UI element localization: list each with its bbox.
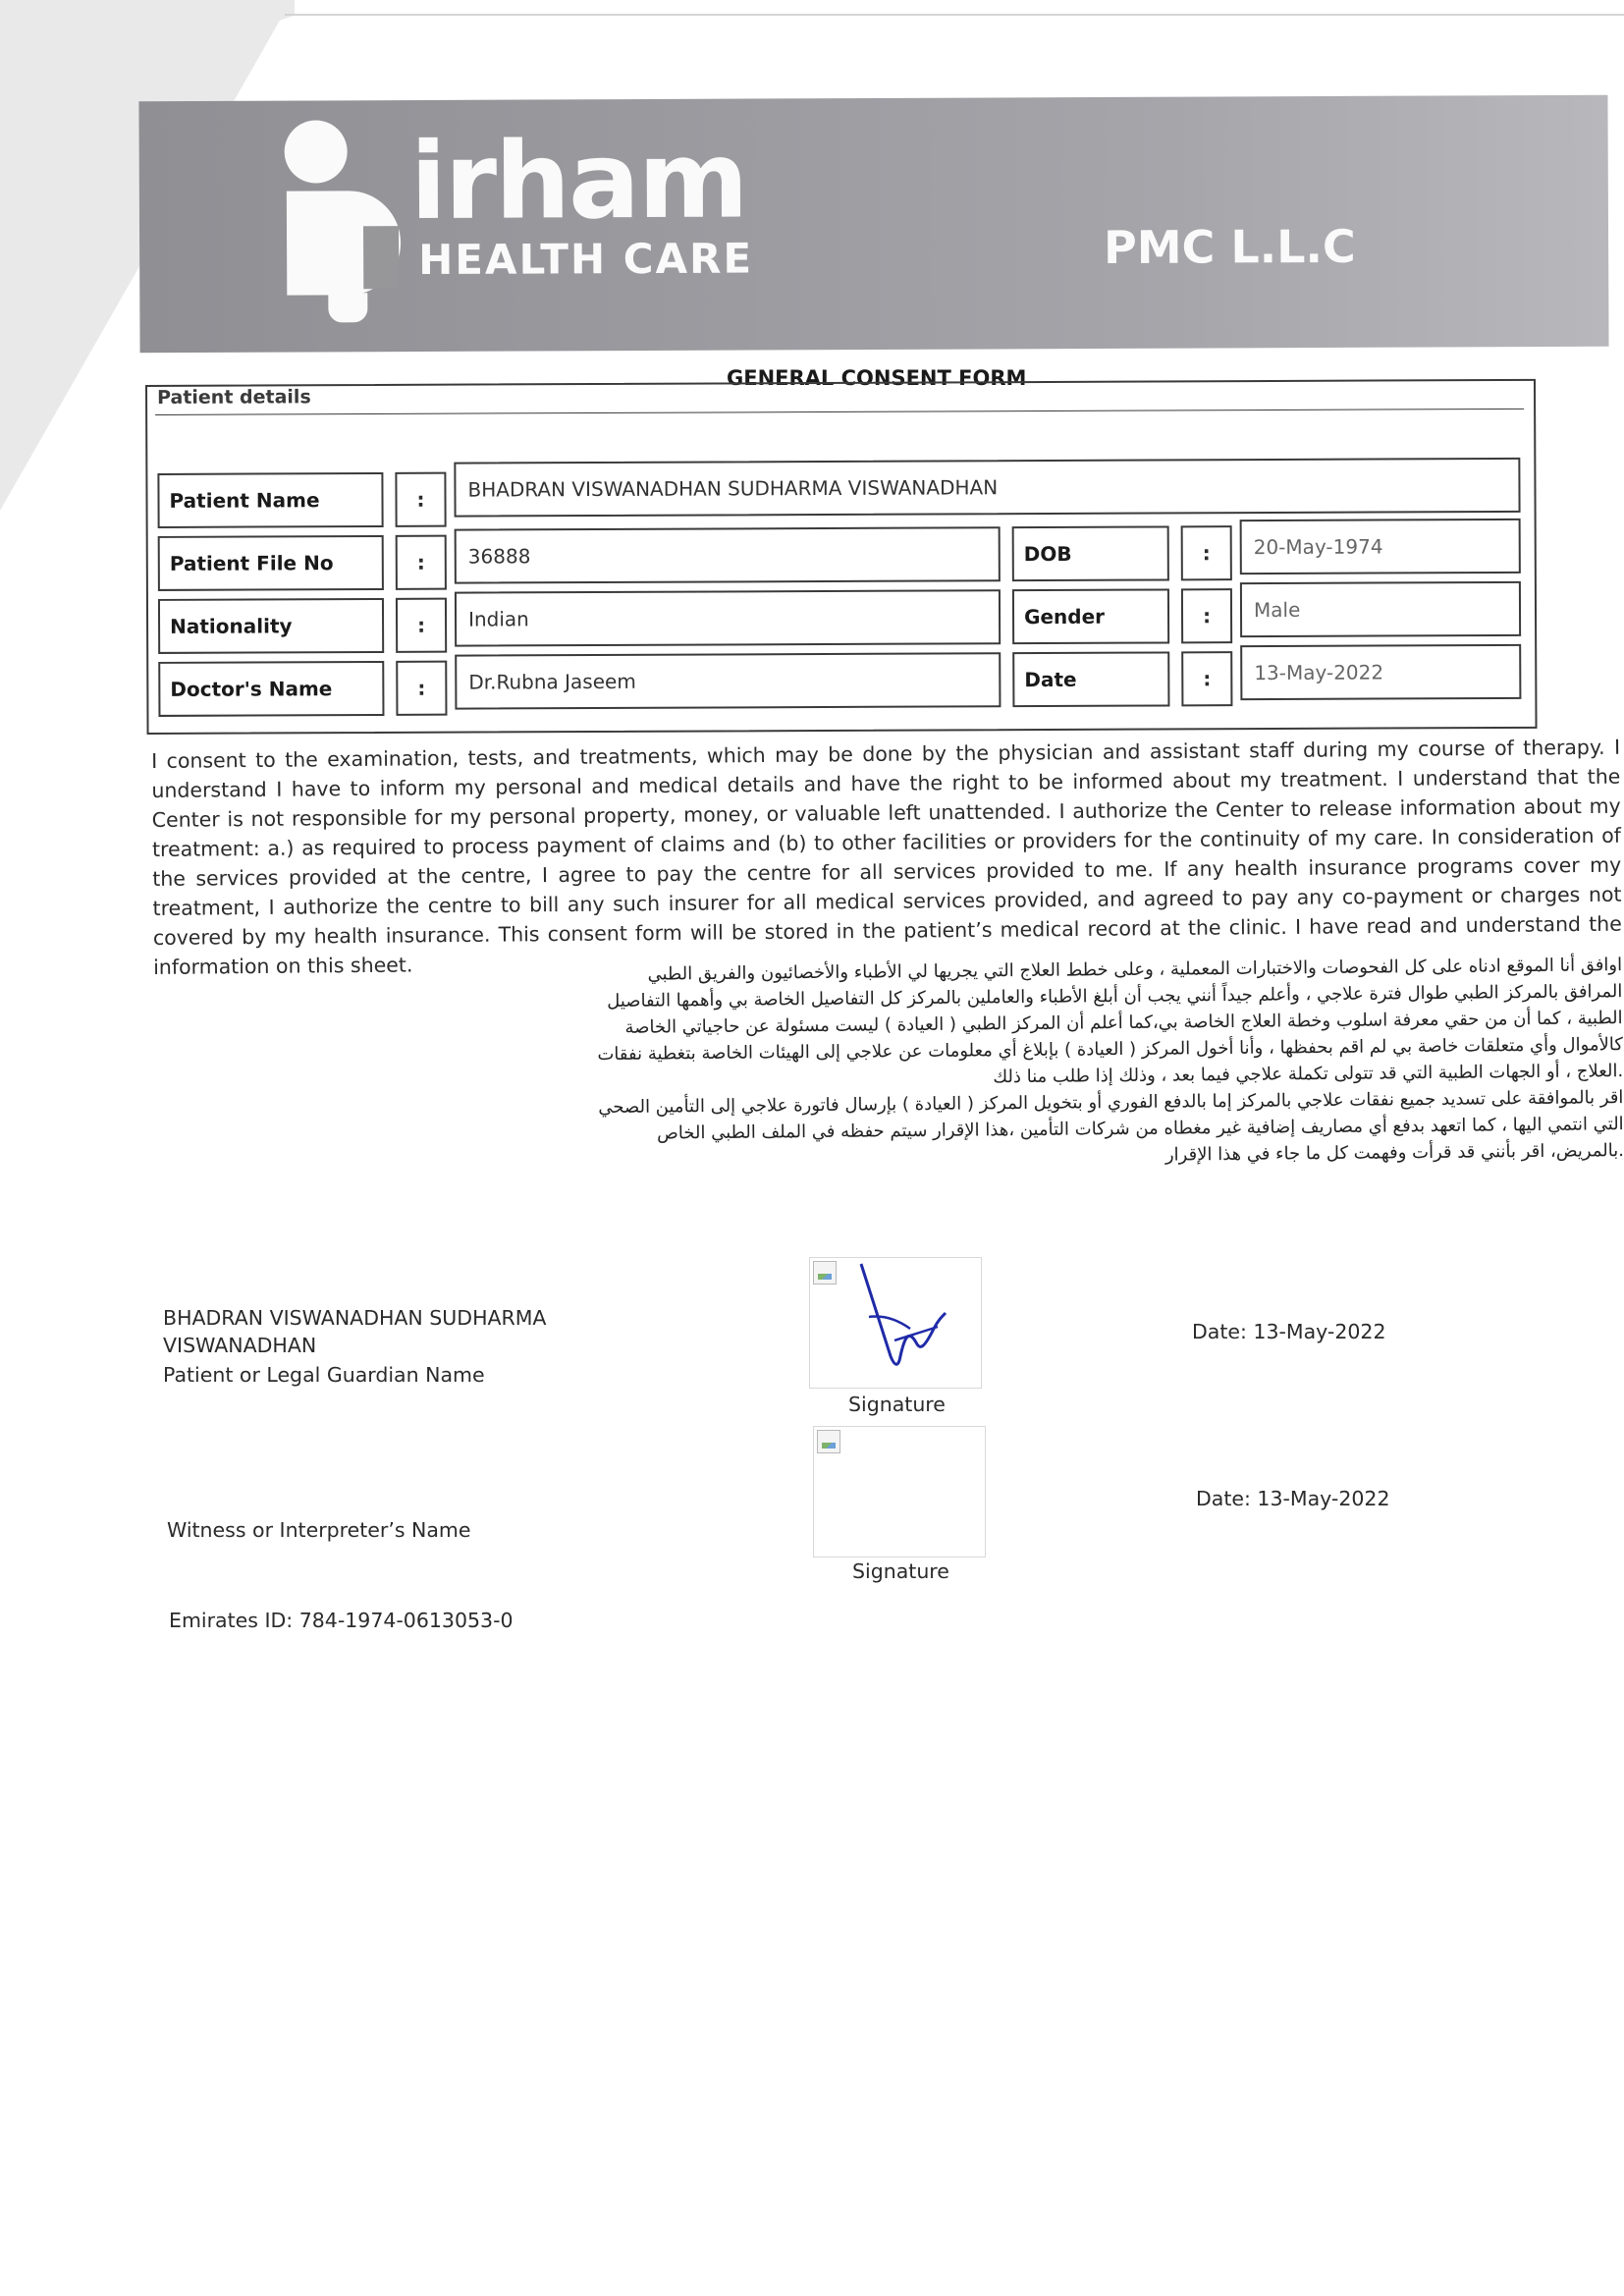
nationality-label: Nationality xyxy=(158,598,384,654)
arabic-line: كالأموال وأي متعلقات خاصة بي لم اقم بحفظها ، وأنا أخول المركز ( العيادة ) بإبلاغ أي معلومات عن علاجي إلى الهيئات الخاصة بتغطية نفقات xyxy=(597,1034,1623,1066)
arabic-line: اقر بالموافقة على تسديد جميع نفقات علاجي بالمركز إما بالدفع الفوري أو بتخويل المركز ( العيادة ) بإرسال فاتورة علاجي إلى التأمين الصحي xyxy=(598,1087,1624,1119)
gender-label: Gender xyxy=(1012,588,1169,644)
date-colon: : xyxy=(1181,651,1232,706)
date-value: 13-May-2022 xyxy=(1240,644,1521,700)
patient-caption: Patient or Legal Guardian Name xyxy=(163,1363,485,1387)
signature-label-1: Signature xyxy=(848,1393,946,1416)
patient-name-colon: : xyxy=(395,472,446,527)
patient-name-line2: VISWANADHAN xyxy=(163,1334,317,1357)
arabic-line: التي انتمي اليها ، كما اتعهد بدفع أي مصاريف إضافية غير مغطاه من شركات التأمين ،هذا الإقرار سيتم حفظه في الملف الطبي الخاص xyxy=(656,1114,1624,1144)
dob-label: DOB xyxy=(1012,525,1169,581)
doctor-name-colon: : xyxy=(396,661,447,716)
arabic-line: الطبية ، كما أن من حقي معرفة اسلوب وخطة العلاج الخاصة بي،كما أعلم أن المركز الطبي ( العيادة ) ليست مسئولة عن حاجياتي الخاصة xyxy=(624,1008,1623,1038)
date-1: Date: 13-May-2022 xyxy=(1192,1320,1386,1343)
signature-scribble xyxy=(839,1260,947,1376)
company-name: PMC L.L.C xyxy=(1103,219,1356,274)
witness-signature-box xyxy=(813,1426,986,1558)
gender-value: Male xyxy=(1240,581,1521,637)
brand-name: irham xyxy=(409,119,747,245)
brand-subtitle: HEALTH CARE xyxy=(418,234,754,285)
dob-value: 20-May-1974 xyxy=(1240,519,1521,574)
doctor-name-label: Doctor's Name xyxy=(158,661,384,717)
witness-caption: Witness or Interpreter’s Name xyxy=(167,1518,471,1542)
patient-name-line1: BHADRAN VISWANADHAN SUDHARMA xyxy=(163,1306,547,1330)
patient-signature-box xyxy=(809,1257,982,1389)
consent-text-english: I consent to the examination, tests, and treatments, which may be done by the physician and assistant staff during my course of therapy. I understand I have to inform my personal and medical details and have the right to be informed about my treatment. I understand that the Center is not responsible for my personal property, money, or valuable left unattended. I authorize the Center to release information about my treatment: a.) as required to process payment of claims and (b) to other facilities or providers for the continuity of my care. In consideration of the services provided at the centre, I agree to pay the centre for all services provided to me. If any health insurance programs cover my treatment, I authorize the centre to bill any such insurer for all medical services provided, and agreed to pay any co-payment or charges not covered by my health insurance. This consent form will be stored in the patient’s medical record at the clinic. I have read and understand the information on this sheet. xyxy=(151,735,1622,979)
doctor-name-value: Dr.Rubna Jaseem xyxy=(455,652,1001,709)
gender-colon: : xyxy=(1181,588,1232,643)
file-no-colon: : xyxy=(396,535,447,590)
patient-name-value: BHADRAN VISWANADHAN SUDHARMA VISWANADHAN xyxy=(454,458,1520,518)
arabic-line: اوافق أنا الموقع ادناه على كل الفحوصات والاختبارات المعملية ، وعلى خطط العلاج التي يجريها لي الأطباء والأخصائيون والفريق الطبي xyxy=(647,955,1623,985)
date-label: Date xyxy=(1012,651,1169,707)
broken-image-icon xyxy=(813,1261,837,1285)
file-no-value: 36888 xyxy=(455,526,1001,583)
nationality-value: Indian xyxy=(455,589,1001,646)
form-title: GENERAL CONSENT FORM xyxy=(727,366,1027,390)
arabic-line: .العلاج ، أو الجهات الطبية التي قد تتولى تكملة علاجي فيما بعد ، وذلك إذا طلب منا ذلك xyxy=(993,1061,1624,1088)
dob-colon: : xyxy=(1181,525,1232,580)
file-no-label: Patient File No xyxy=(158,535,384,591)
arabic-line: المرافق بالمركز الطبي طوال فترة علاجي ، وأعلم جيداً أنني يجب أن أبلغ الأطباء والعاملين بالمركز كل التفاصيل الخاصة بي وأهمها التفاصيل xyxy=(607,981,1623,1012)
arabic-line: .بالمريض، اقر بأنني قد قرأت وفهمت كل ما جاء في هذا الإقرار xyxy=(1164,1140,1624,1166)
nationality-colon: : xyxy=(396,598,447,653)
broken-image-icon xyxy=(817,1430,840,1453)
signature-label-2: Signature xyxy=(852,1559,949,1583)
patient-name-label: Patient Name xyxy=(157,472,383,528)
section-label: Patient details xyxy=(157,386,311,409)
emirates-id: Emirates ID: 784-1974-0613053-0 xyxy=(169,1609,514,1632)
date-2: Date: 13-May-2022 xyxy=(1196,1487,1390,1510)
